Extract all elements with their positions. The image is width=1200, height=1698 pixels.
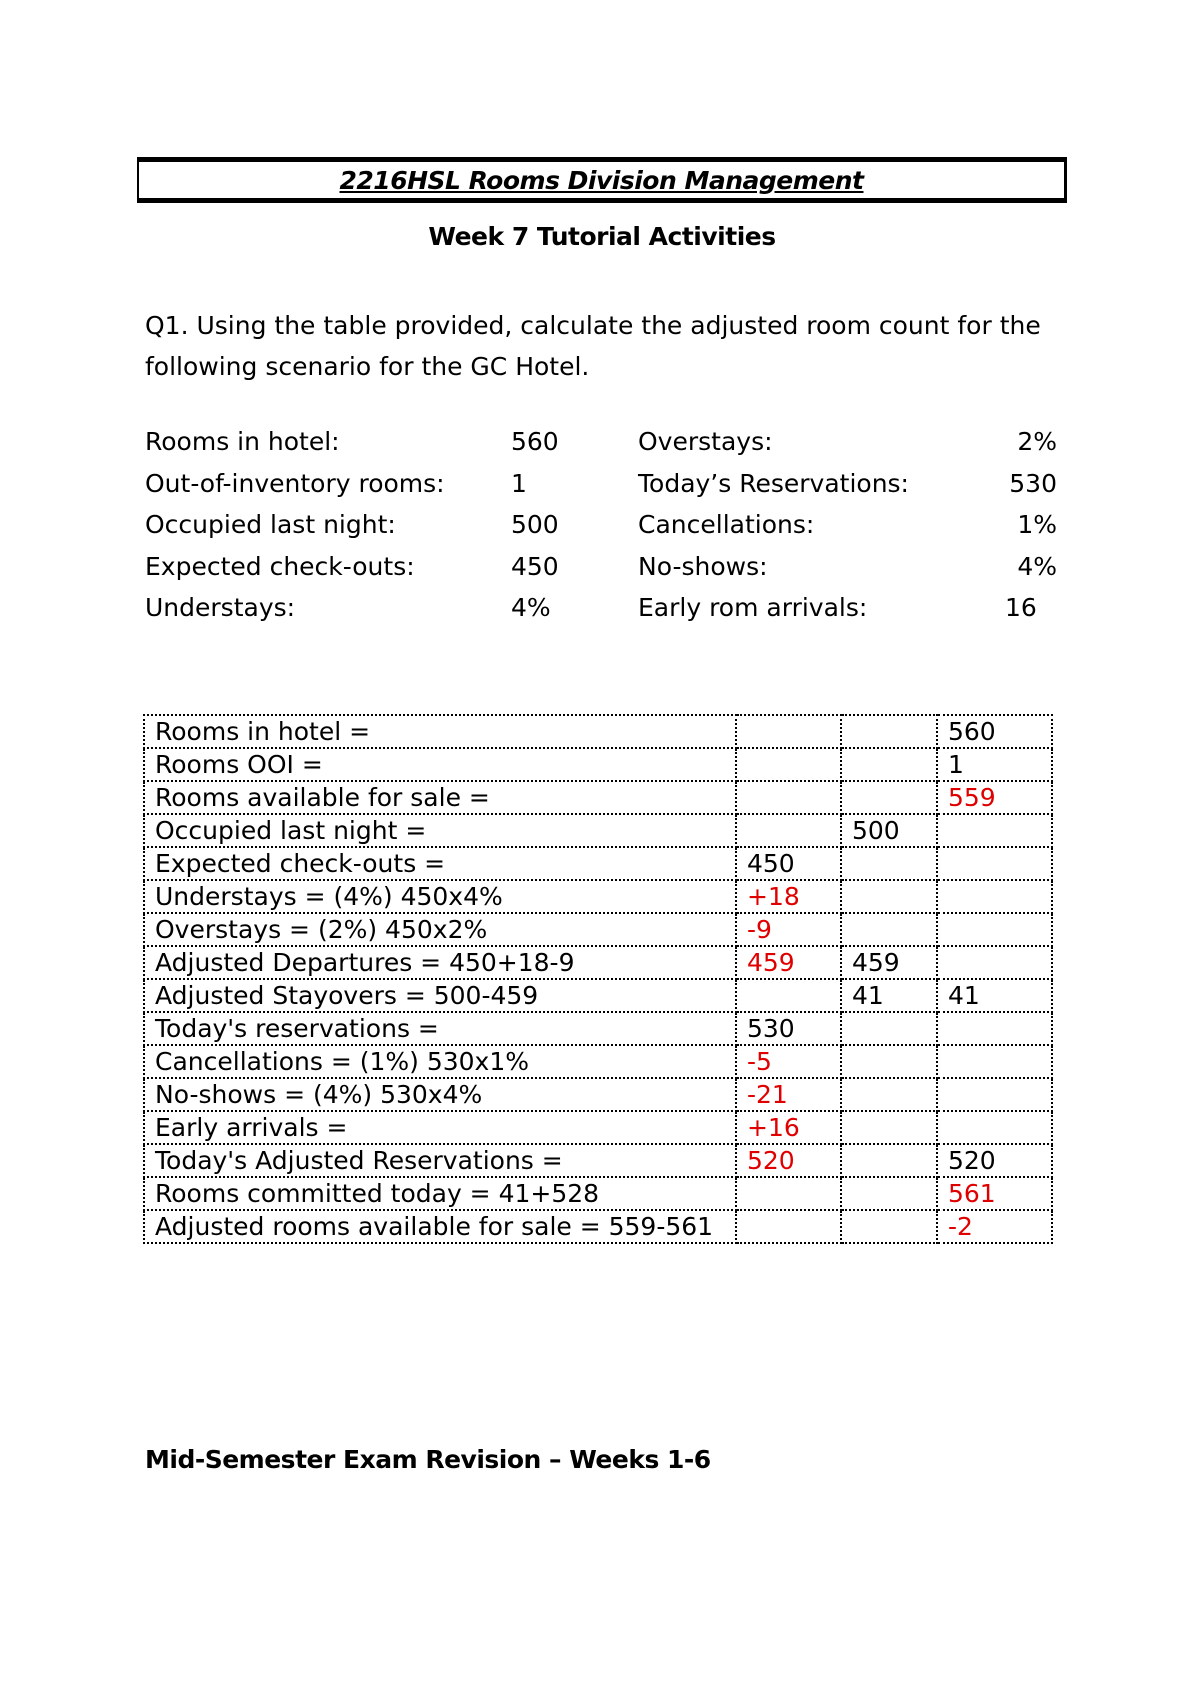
scenario-label: Early rom arrivals:	[638, 593, 868, 622]
subtotal-cell	[841, 715, 937, 748]
row-label: Adjusted Departures = 450+18-9	[144, 946, 736, 979]
total-cell	[937, 880, 1052, 913]
row-label: No-shows = (4%) 530x4%	[144, 1078, 736, 1111]
adjustment-cell: +18	[736, 880, 841, 913]
total-cell: 560	[937, 715, 1052, 748]
total-cell	[937, 1045, 1052, 1078]
scenario-label: Overstays:	[638, 427, 773, 456]
row-label: Adjusted rooms available for sale = 559-561	[144, 1210, 736, 1243]
subtotal-cell	[841, 1045, 937, 1078]
table-row	[144, 946, 1052, 979]
subtotal-cell	[841, 1177, 937, 1210]
total-cell: 41	[937, 979, 1052, 1012]
subtotal-cell	[841, 1111, 937, 1144]
scenario-label: Today’s Reservations:	[638, 468, 909, 498]
scenario-value: 4%	[1017, 551, 1057, 581]
total-cell: -2	[937, 1210, 1052, 1243]
total-cell: 1	[937, 748, 1052, 781]
row-label: Overstays = (2%) 450x2%	[144, 913, 736, 946]
row-label: Rooms OOI =	[144, 748, 736, 781]
adjustment-cell: 459	[736, 946, 841, 979]
scenario-value: 530	[1009, 468, 1057, 498]
subtotal-cell	[841, 913, 937, 946]
scenario-label: Rooms in hotel:	[145, 427, 340, 456]
row-label: Early arrivals =	[144, 1111, 736, 1144]
adjustment-cell: +16	[736, 1111, 841, 1144]
row-label: Adjusted Stayovers = 500-459	[144, 979, 736, 1012]
table-row	[144, 1144, 1052, 1177]
adjustment-cell: -5	[736, 1045, 841, 1078]
scenario-label: Cancellations:	[638, 510, 815, 539]
table-row	[144, 1210, 1052, 1243]
scenario-value: 1%	[1017, 510, 1057, 539]
row-label: Rooms in hotel =	[144, 715, 736, 748]
room-count-table-body	[144, 715, 1052, 1243]
subtotal-cell: 459	[841, 946, 937, 979]
total-cell	[937, 946, 1052, 979]
adjustment-cell	[736, 715, 841, 748]
scenario-value: 450	[511, 551, 559, 581]
total-cell: 559	[937, 781, 1052, 814]
table-row	[144, 1078, 1052, 1111]
total-cell	[937, 847, 1052, 880]
scenario-value: 560	[511, 427, 559, 456]
table-row	[144, 847, 1052, 880]
scenario-row	[145, 593, 1065, 635]
subtotal-cell	[841, 1012, 937, 1045]
scenario-row	[145, 469, 1065, 511]
subtotal-cell	[841, 781, 937, 814]
adjustment-cell: 520	[736, 1144, 841, 1177]
scenario-value: 16	[1005, 593, 1037, 622]
table-row	[144, 880, 1052, 913]
adjustment-cell: 450	[736, 847, 841, 880]
room-count-table	[143, 714, 1053, 1244]
row-label: Rooms committed today = 41+528	[144, 1177, 736, 1210]
scenario-row	[145, 552, 1065, 594]
adjustment-cell	[736, 1210, 841, 1243]
scenario-value: 2%	[1017, 427, 1057, 456]
table-row	[144, 1111, 1052, 1144]
table-row	[144, 1045, 1052, 1078]
scenario-list	[145, 427, 1065, 635]
total-cell: 520	[937, 1144, 1052, 1177]
subtotal-cell: 41	[841, 979, 937, 1012]
scenario-row	[145, 427, 1065, 469]
table-row	[144, 1012, 1052, 1045]
subtotal-cell: 500	[841, 814, 937, 847]
row-label: Cancellations = (1%) 530x1%	[144, 1045, 736, 1078]
adjustment-cell: -9	[736, 913, 841, 946]
adjustment-cell	[736, 979, 841, 1012]
adjustment-cell	[736, 814, 841, 847]
row-label: Rooms available for sale =	[144, 781, 736, 814]
revision-heading: Mid-Semester Exam Revision – Weeks 1-6	[145, 1445, 711, 1474]
scenario-label: Occupied last night:	[145, 510, 396, 539]
document-title: 2216HSL Rooms Division Management	[339, 165, 864, 195]
total-cell: 561	[937, 1177, 1052, 1210]
row-label: Expected check-outs =	[144, 847, 736, 880]
total-cell	[937, 913, 1052, 946]
total-cell	[937, 1012, 1052, 1045]
subtotal-cell	[841, 1144, 937, 1177]
total-cell	[937, 814, 1052, 847]
row-label: Today's reservations =	[144, 1012, 736, 1045]
adjustment-cell: -21	[736, 1078, 841, 1111]
scenario-label: Out-of-inventory rooms:	[145, 468, 445, 498]
question-text: Q1. Using the table provided, calculate the adjusted room count for the following scenario for the GC Hotel.	[145, 311, 1041, 381]
adjustment-cell	[736, 781, 841, 814]
total-cell	[937, 1078, 1052, 1111]
scenario-value: 1	[511, 468, 527, 498]
subtotal-cell	[841, 1078, 937, 1111]
row-label: Occupied last night =	[144, 814, 736, 847]
table-row	[144, 1177, 1052, 1210]
table-row	[144, 913, 1052, 946]
adjustment-cell: 530	[736, 1012, 841, 1045]
adjustment-cell	[736, 748, 841, 781]
document-subtitle: Week 7 Tutorial Activities	[428, 222, 776, 251]
row-label: Understays = (4%) 450x4%	[144, 880, 736, 913]
table-row	[144, 748, 1052, 781]
scenario-value: 4%	[511, 593, 551, 622]
row-label: Today's Adjusted Reservations =	[144, 1144, 736, 1177]
subtotal-cell	[841, 880, 937, 913]
scenario-label: No-shows:	[638, 551, 768, 581]
subtotal-cell	[841, 748, 937, 781]
table-row	[144, 979, 1052, 1012]
table-row	[144, 715, 1052, 748]
subtotal-cell	[841, 847, 937, 880]
table-row	[144, 814, 1052, 847]
scenario-label: Understays:	[145, 593, 296, 622]
total-cell	[937, 1111, 1052, 1144]
scenario-label: Expected check-outs:	[145, 551, 415, 581]
subtotal-cell	[841, 1210, 937, 1243]
scenario-row	[145, 510, 1065, 552]
adjustment-cell	[736, 1177, 841, 1210]
title-box	[137, 157, 1067, 203]
scenario-value: 500	[511, 510, 559, 539]
table-row	[144, 781, 1052, 814]
